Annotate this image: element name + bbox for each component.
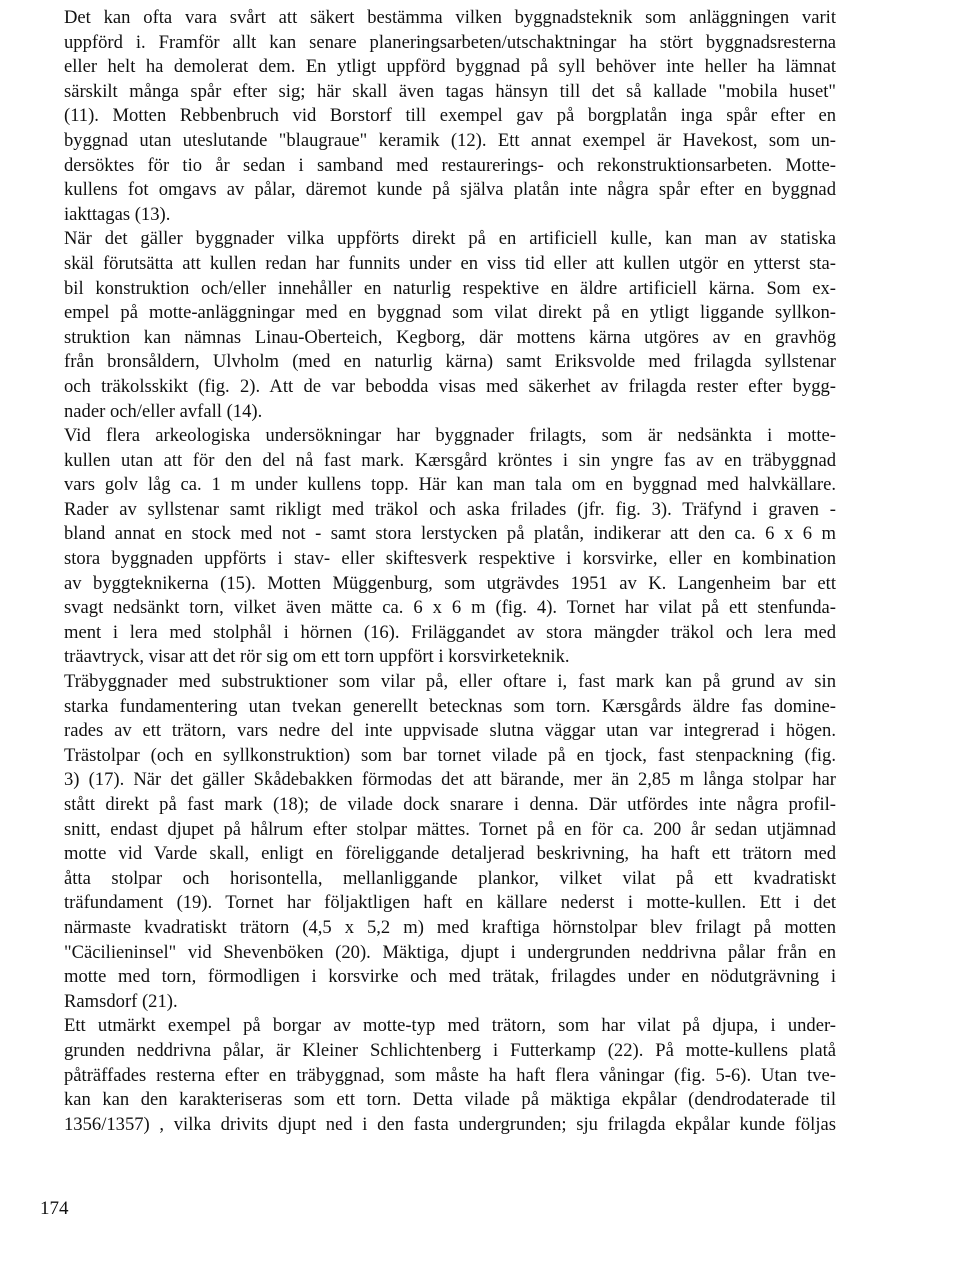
- text-line: motte vid Varde skall, enligt en föreliggande detaljerad beskrivning, ha haft ett trätorn med: [64, 843, 836, 865]
- text-line: motte med torn, förmodligen i korsvirke och med trätak, frilagdes under en nödutgrävning i: [64, 966, 836, 988]
- text-line: och träkolsskikt (fig. 2). Att de var bebodda visas med säkerhet av frilagda rester efter bygg-: [64, 375, 836, 397]
- text-line: empel på motte-anläggningar med en byggnad som vilat direkt på en ytligt liggande syllkon-: [64, 302, 836, 324]
- text-line: (11). Motten Rebbenbruch vid Borstorf till exempel gav på borgplatån inga spår efter en: [64, 105, 836, 127]
- text-line: 3) (17). När det gäller Skådebakken förmodas det att bärande, mer än 2,85 m långa stolpar har: [64, 769, 836, 791]
- text-line: uppförd i. Framför allt kan senare planeringsarbeten/utschaktningar ha stört byggnadsresterna: [64, 31, 836, 53]
- text-line: eller helt ha demolerat dem. En ytligt uppförd byggnad på syll behöver inte heller ha lämnat: [64, 56, 836, 78]
- text-line: dersöktes för tio år sedan i samband med restaurerings- och rekonstruktionsarbeten. Motte-: [64, 154, 836, 176]
- text-line: åtta stolpar och horisontella, mellanliggande plankor, vilket vilat på ett kvadratiskt: [64, 867, 836, 889]
- text-line: svagt nedsänkt torn, vilket även mätte ca. 6 x 6 m (fig. 4). Tornet har vilat på ett stenfunda-: [64, 597, 836, 619]
- text-line: påträffades resterna efter en träbyggnad, som måste ha haft flera våningar (fig. 5-6). Utan tve-: [64, 1064, 836, 1086]
- text-line: närmaste kvadratiskt trätorn (4,5 x 5,2 m) med kraftiga hörnstolpar blev frilagt på motten: [64, 916, 836, 938]
- document-body: [64, 6, 836, 1137]
- page-number: 174: [40, 1198, 69, 1219]
- text-line: Träbyggnader med substruktioner som vilar på, eller oftare i, fast mark kan på grund av sin: [64, 671, 836, 693]
- text-line: nader och/eller avfall (14).: [64, 400, 263, 422]
- text-line: särskilt många spår efter sig; här skall även tagas hänsyn till det så kallade "mobila huset": [64, 80, 836, 102]
- text-line: bil konstruktion och/eller innehåller en naturlig respektive en äldre artificiell kärna. Som ex-: [64, 277, 836, 299]
- text-line: iakttagas (13).: [64, 203, 171, 225]
- text-line: 1356/1357) , vilka drivits djupt ned i den fasta undergrunden; sju frilagda ekpålar kunde följas: [64, 1113, 836, 1135]
- text-line: "Cäcilieninsel" vid Shevenböken (20). Mäktiga, djupt i undergrunden neddrivna pålar från en: [64, 941, 836, 963]
- text-line: Rader av syllstenar samt rikligt med träkol och aska frilades (jfr. fig. 3). Träfynd i graven -: [64, 498, 836, 520]
- text-line: snitt, endast djupet på hålrum efter stolpar mättes. Tornet på en för ca. 200 år sedan utjämnad: [64, 818, 836, 840]
- text-line: struktion kan nämnas Linau-Oberteich, Kegborg, där mottens kärna utgöres av en gravhög: [64, 326, 836, 348]
- text-line: träfundament (19). Tornet har följaktligen haft en källare nederst i motte-kullen. Ett i det: [64, 892, 836, 914]
- text-line: ment i lera med stolphål i hörnen (16). Friläggandet av stora mängder träkol och lera med: [64, 621, 836, 643]
- text-line: vars golv låg ca. 1 m under kullens topp. Här kan man tala om en byggnad med halvkällare.: [64, 474, 836, 496]
- text-line: Ett utmärkt exempel på borgar av motte-typ med trätorn, som har vilat på djupa, i under-: [64, 1015, 836, 1037]
- text-line: Det kan ofta vara svårt att säkert bestämma vilken byggnadsteknik som anläggningen varit: [64, 7, 836, 28]
- paragraph-3: [64, 424, 836, 670]
- text-line: av byggteknikerna (15). Motten Müggenburg, som utgrävdes 1951 av K. Langenheim bar ett: [64, 572, 836, 594]
- text-line: stora byggnaden uppförts i stav- eller skiftesverk respektive i korsvirke, eller en kombination: [64, 548, 836, 570]
- text-line: byggnad utan uteslutande "blaugraue" keramik (12). Ett annat exempel är Havekost, som un-: [64, 129, 836, 151]
- text-line: Ramsdorf (21).: [64, 990, 178, 1012]
- text-line: träavtryck, visar att det rör sig om ett torn uppfört i korsvirketeknik.: [64, 646, 570, 668]
- text-line: från bronsåldern, Ulvholm (med en naturlig kärna) samt Eriksvolde med frilagda syllstenar: [64, 351, 836, 373]
- text-line: kan kan den karakteriseras som ett torn. Detta vilade på mäktiga ekpålar (dendrodaterade til: [64, 1089, 836, 1111]
- text-line: starka fundamentering utan tvekan generellt betecknas som torn. Kærsgårds äldre fas domine-: [64, 695, 836, 717]
- paragraph-2: [64, 227, 836, 424]
- text-line: Trästolpar (och en syllkonstruktion) som bar tornet vilade på en tjock, fast stenpackning (fig.: [64, 744, 836, 766]
- text-line: Vid flera arkeologiska undersökningar har byggnader frilagts, som är nedsänkta i motte-: [64, 425, 836, 447]
- paragraph-4: [64, 670, 836, 1014]
- text-line: rades av ett trätorn, vars nedre del inte uppvisade slutna väggar utan var integrerad i högen.: [64, 720, 836, 742]
- text-line: När det gäller byggnader vilka uppförts direkt på en artificiell kulle, kan man av statiska: [64, 228, 836, 250]
- text-line: skäl förutsätta att kullen redan har funnits under en viss tid eller att kullen utgör en ytterst sta-: [64, 252, 836, 274]
- text-line: kullen utan att för den del nå fast mark. Kærsgård kröntes i sin yngre fas av en träbyggnad: [64, 449, 836, 471]
- text-line: bland annat en stock med not - samt stora lerstycken på platån, indikerar att den ca. 6 x 6 m: [64, 523, 836, 545]
- paragraph-5: [64, 1014, 836, 1137]
- text-line: kullens fot omgavs av pålar, däremot kunde på själva platån inte några spår efter en byggnad: [64, 179, 836, 201]
- text-line: stått direkt på fast mark (18); de vilade dock snarare i denna. Där utfördes inte några profil-: [64, 794, 836, 815]
- paragraph-1: [64, 6, 836, 227]
- text-line: grunden neddrivna pålar, är Kleiner Schlichtenberg i Futterkamp (22). På motte-kullens platå: [64, 1039, 836, 1061]
